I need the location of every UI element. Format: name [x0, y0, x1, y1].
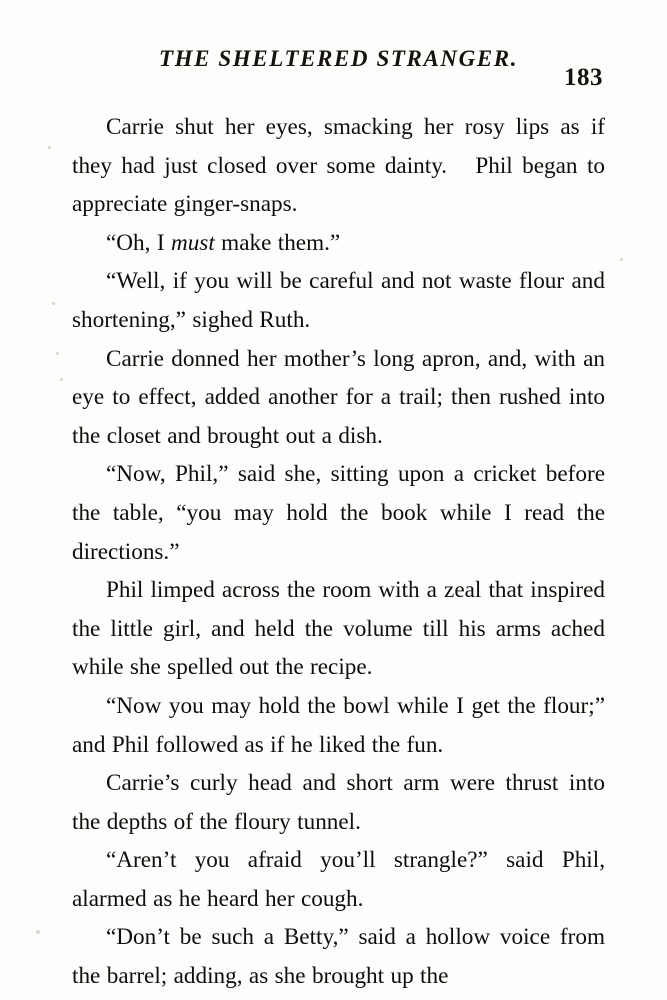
paper-speck	[52, 302, 55, 305]
paragraph: Phil limped across the room with a zeal that inspired the little girl, and held the volume till his arms ached while she spelled out the recipe.	[72, 577, 605, 681]
paragraph: “Well, if you will be careful and not waste flour and shortening,” sighed Ruth.	[72, 268, 605, 333]
running-title: THE SHELTERED STRANGER.	[158, 46, 519, 71]
page-number: 183	[564, 64, 603, 91]
paper-speck	[60, 378, 63, 381]
paper-speck	[36, 930, 40, 934]
page-body	[72, 108, 605, 996]
paper-speck	[48, 146, 51, 149]
paper-speck	[620, 258, 623, 261]
paragraph: “Now you may hold the bowl while I get the flour;” and Phil followed as if he liked the fun.	[72, 692, 605, 758]
paragraph: Carrie donned her mother’s long apron, and, with an eye to effect, added another for a trail; then rushed into the closet and brought out a dish.	[72, 345, 605, 449]
paper-speck	[56, 352, 59, 355]
paragraph: “Now, Phil,” said she, sitting upon a cricket before the table, “you may hold the book while I read the directions.”	[72, 461, 605, 565]
paragraph: “Aren’t you afraid you’ll strangle?” said Phil, alarmed as he heard her cough.	[72, 847, 605, 912]
page-header	[72, 46, 605, 92]
paragraph: “Don’t be such a Betty,” said a hollow voice from the barrel; adding, as she brought up the	[72, 924, 605, 990]
paragraph: Carrie shut her eyes, smacking her rosy lips as if they had just closed over some dainty. Phil began to appreciate ginger-snaps.	[72, 114, 605, 218]
paragraph: “Oh, I must make them.”	[106, 229, 341, 256]
paragraph: Carrie’s curly head and short arm were thrust into the depths of the floury tunnel.	[72, 770, 605, 835]
